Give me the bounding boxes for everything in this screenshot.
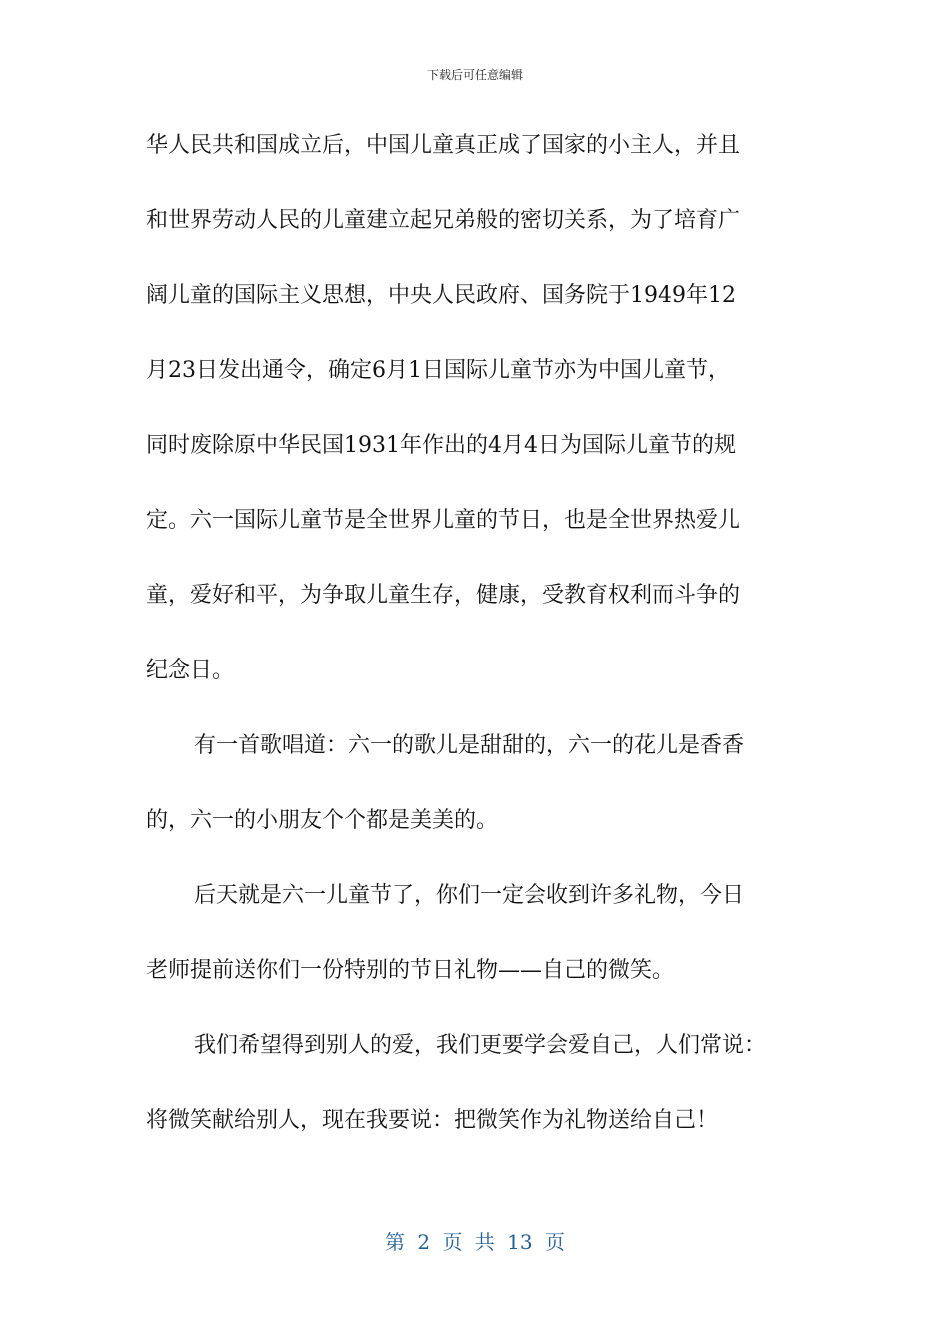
text-line: 华人民共和国成立后，中国儿童真正成了国家的小主人，并且 <box>146 133 741 158</box>
text-line: 有一首歌唱道：六一的歌儿是甜甜的，六一的花儿是香香 <box>194 733 745 758</box>
text-line: 月23日发出通令，确定6月1日国际儿童节亦为中国儿童节， <box>146 358 730 383</box>
text-line: 的，六一的小朋友个个都是美美的。 <box>146 808 499 833</box>
text-line: 童，爱好和平，为争取儿童生存，健康，受教育权利而斗争的 <box>146 583 741 608</box>
text-line: 老师提前送你们一份特别的节日礼物——自己的微笑。 <box>146 958 675 983</box>
page-number: 第 2 页 共 13 页 <box>385 1230 565 1254</box>
text-line: 同时废除原中华民国1931年作出的4月4日为国际儿童节的规 <box>146 433 736 458</box>
text-line: 将微笑献给别人，现在我要说：把微笑作为礼物送给自己！ <box>146 1108 719 1133</box>
text-line: 后天就是六一儿童节了，你们一定会收到许多礼物，今日 <box>194 883 745 908</box>
text-line: 我们希望得到别人的爱，我们更要学会爱自己，人们常说： <box>194 1033 767 1058</box>
text-line: 纪念日。 <box>146 658 235 683</box>
text-line: 定。六一国际儿童节是全世界儿童的节日，也是全世界热爱儿 <box>146 508 741 533</box>
text-line: 阔儿童的国际主义思想，中央人民政府、国务院于1949年12 <box>146 283 736 308</box>
header-note: 下载后可任意编辑 <box>426 68 523 82</box>
text-line: 和世界劳动人民的儿童建立起兄弟般的密切关系，为了培育广 <box>146 208 741 233</box>
